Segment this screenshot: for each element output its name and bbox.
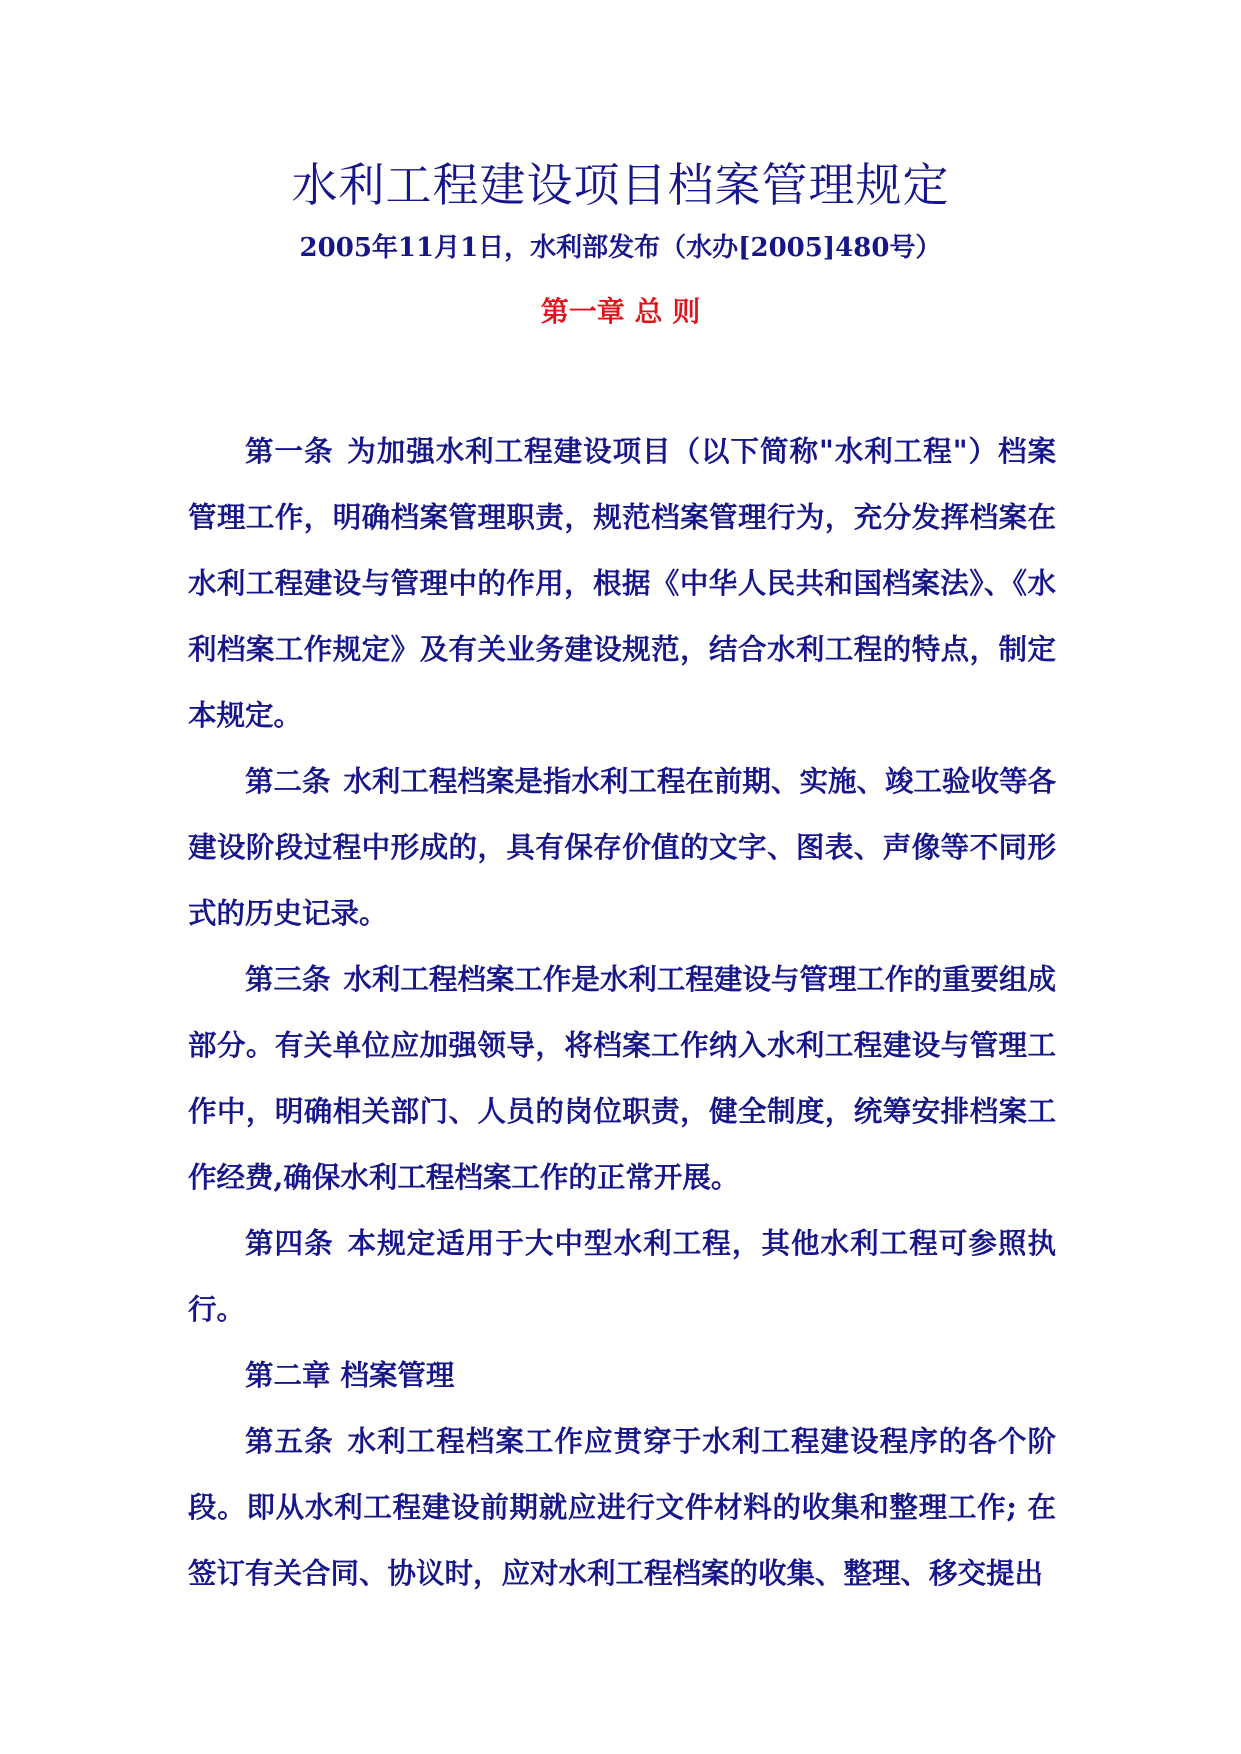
article-paragraph [188,748,1056,946]
article-text: 水利工程档案工作应贯穿于水利工程建设程序的各个阶段。即从水利工程建设前期就应进行文件材料的收集和整理工作; 在签订有关合同、协议时，应对水利工程档案的收集、整理、移交提出 [188,1424,1056,1590]
article-label: 第四条 [245,1226,334,1260]
chapter-two-heading: 第二章 档案管理 [245,1358,455,1392]
document-subtitle: 2005年11月1日，水利部发布（水办[2005]480号） [299,233,942,263]
article-text: 本规定适用于大中型水利工程，其他水利工程可参照执行。 [188,1226,1056,1326]
article-label: 第二条 [245,764,331,798]
article-paragraph [188,1210,1056,1342]
article-label: 第五条 [245,1424,334,1458]
article-text: 水利工程档案工作是水利工程建设与管理工作的重要组成部分。有关单位应加强领导，将档案工作纳入水利工程建设与管理工作中，明确相关部门、人员的岗位职责，健全制度，统筹安排档案工作经费,确保水利工程档案工作的正常开展。 [188,962,1056,1194]
document-body [188,418,1056,1606]
article-paragraph [188,1408,1056,1606]
article-paragraph [188,946,1056,1210]
article-label: 第三条 [245,962,331,996]
document-title: 水利工程建设项目档案管理规定 [291,158,950,212]
article-label: 第一条 [245,434,334,468]
chapter-one-heading: 第一章 总 则 [540,295,701,328]
article-paragraph [188,418,1056,748]
article-text: 水利工程档案是指水利工程在前期、实施、竣工验收等各建设阶段过程中形成的，具有保存价值的文字、图表、声像等不同形式的历史记录。 [188,764,1056,930]
article-text: 为加强水利工程建设项目（以下简称"水利工程"）档案管理工作，明确档案管理职责，规范档案管理行为，充分发挥档案在水利工程建设与管理中的作用，根据《中华人民共和国档案法》、《水利档案工作规定》及有关业务建设规范，结合水利工程的特点，制定本规定。 [188,434,1056,732]
